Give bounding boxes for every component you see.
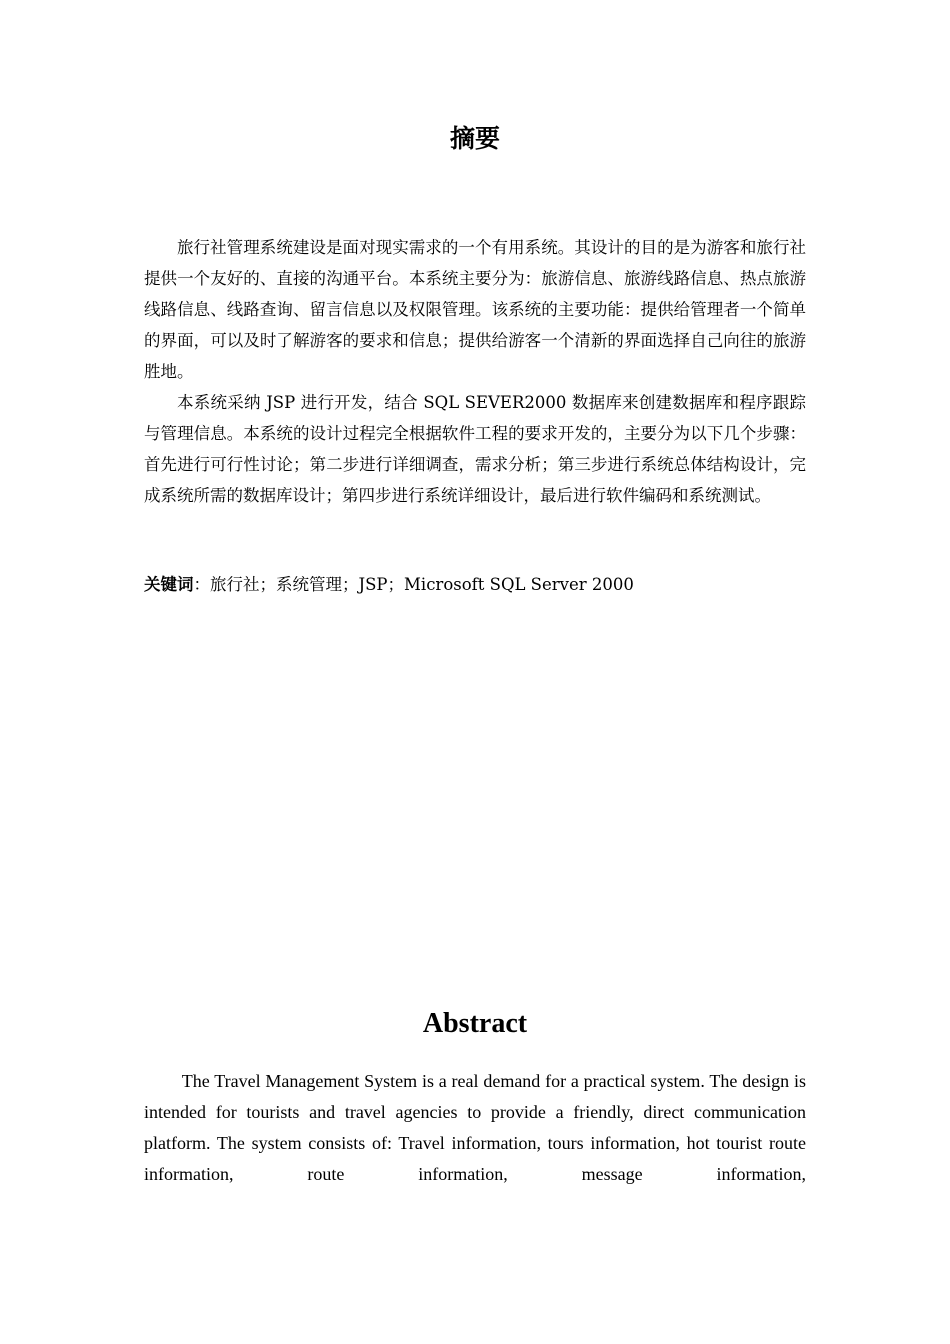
chinese-abstract-body [144, 232, 806, 511]
chinese-abstract-paragraph: 旅行社管理系统建设是面对现实需求的一个有用系统。其设计的目的是为游客和旅行社提供一个友好的、直接的沟通平台。本系统主要分为：旅游信息、旅游线路信息、热点旅游线路信息、线路查询、留言信息以及权限管理。该系统的主要功能：提供给管理者一个简单的界面，可以及时了解游客的要求和信息；提供给游客一个清新的界面选择自己向往的旅游胜地。 [144, 238, 806, 381]
chinese-keywords [144, 569, 806, 600]
chinese-abstract-paragraph: 本系统采纳 JSP 进行开发，结合 SQL SEVER2000 数据库来创建数据库和程序跟踪与管理信息。本系统的设计过程完全根据软件工程的要求开发的，主要分为以下几个步骤：首先进行可行性讨论；第二步进行详细调查，需求分析；第三步进行系统总体结构设计，完成系统所需的数据库设计；第四步进行系统详细设计，最后进行软件编码和系统测试。 [144, 393, 806, 505]
keywords-label: 关键词 [144, 575, 194, 594]
chinese-abstract-title: 摘要 [449, 124, 500, 153]
english-abstract-title: Abstract [422, 1008, 528, 1039]
english-abstract-body [144, 1066, 806, 1190]
english-abstract-paragraph: The Travel Management System is a real demand for a practical system. The design is intended for tourists and travel agencies to provide a friendly, direct communication platform. The system consists of: Travel information, tours information, hot tourist route information, route information, message information, [144, 1071, 806, 1184]
keywords-value: 旅行社；系统管理；JSP；Microsoft SQL Server 2000 [210, 575, 634, 594]
keywords-separator: ： [193, 575, 210, 594]
